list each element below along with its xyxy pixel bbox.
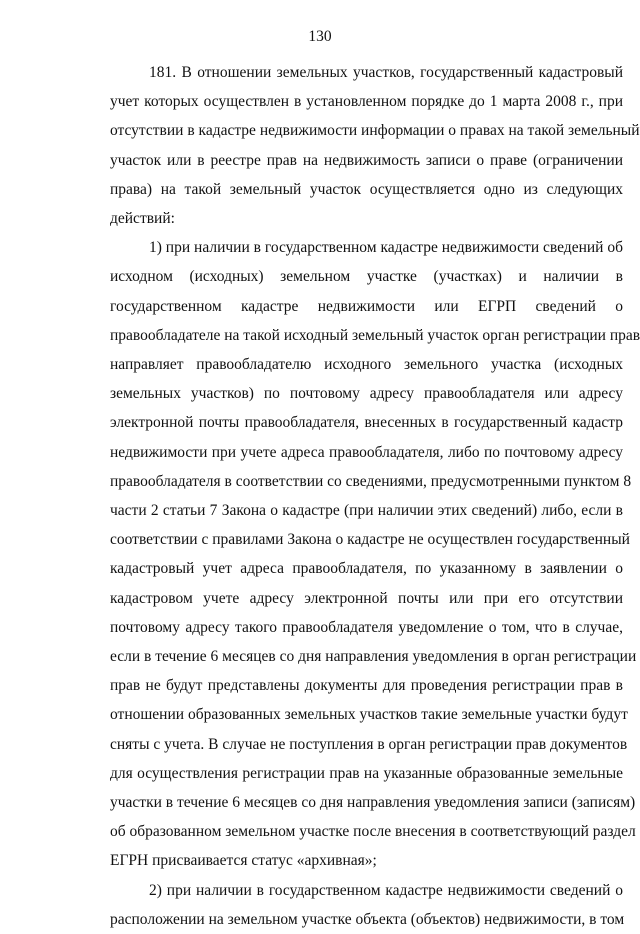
item-2-line: расположении на земельном участке объекта (объектов) недвижимости, в том	[110, 910, 625, 928]
item-1-line: кадастровый учет адреса правообладателя, по указанному в заявлении о	[110, 560, 623, 578]
item-1-line: электронной почты правообладателя, внесенных в государственный кадастр	[110, 414, 623, 432]
item-1-line: государственном кадастре недвижимости или ЕГРП сведений о	[110, 297, 623, 315]
item-1-line: ЕГРН присваивается статус «архивная»;	[110, 852, 377, 870]
item-1-line: отношении образованных земельных участков такие земельные участки будут	[110, 706, 628, 724]
paragraph-181-line: участок или в реестре прав на недвижимость записи о праве (ограничении	[110, 151, 623, 169]
page-number: 130	[308, 28, 332, 45]
item-1-line: об образованном земельном участке после внесения в соответствующий раздел	[110, 823, 636, 841]
item-1-line: правообладателе на такой исходный земельный участок орган регистрации прав	[110, 326, 640, 344]
paragraph-181-line: права) на такой земельный участок осуществляется одно из следующих	[110, 180, 623, 198]
paragraph-181-line: действий:	[110, 210, 175, 228]
item-2-line: 2) при наличии в государственном кадастре недвижимости сведений о	[149, 881, 623, 899]
item-1-line: части 2 статьи 7 Закона о кадастре (при наличии этих сведений) либо, если в	[110, 502, 623, 520]
item-1-line: кадастровом учете адресу электронной почты или при его отсутствии	[110, 589, 623, 607]
item-1-line: для осуществления регистрации прав на указанные образованные земельные	[110, 764, 623, 782]
item-1-line: почтовому адресу такого правообладателя уведомление о том, что в случае,	[110, 618, 623, 636]
item-1-line: если в течение 6 месяцев со дня направления уведомления в орган регистрации	[110, 648, 637, 666]
item-1-line: недвижимости при учете адреса правообладателя, либо по почтовому адресу	[110, 443, 623, 461]
paragraph-181-line: отсутствии в кадастре недвижимости информации о правах на такой земельный	[110, 122, 640, 140]
paragraph-181-line: учет которых осуществлен в установленном порядке до 1 марта 2008 г., при	[110, 93, 623, 111]
item-1-line: сняты с учета. В случае не поступления в орган регистрации прав документов	[110, 735, 628, 753]
item-1-line: исходном (исходных) земельном участке (участках) и наличии в	[110, 268, 623, 286]
item-1-line: земельных участков) по почтовому адресу правообладателя или адресу	[110, 385, 623, 403]
paragraph-181-line: 181. В отношении земельных участков, государственный кадастровый	[149, 64, 623, 81]
item-1-line: 1) при наличии в государственном кадастре недвижимости сведений об	[149, 239, 623, 257]
item-1-line: направляет правообладателю исходного земельного участка (исходных	[110, 356, 623, 374]
item-1-line: соответствии с правилами Закона о кадастре не осуществлен государственный	[110, 531, 630, 549]
body-text	[110, 58, 640, 934]
item-1-line: участки в течение 6 месяцев со дня направления уведомления записи (записям)	[110, 794, 636, 812]
item-1-line: прав не будут представлены документы для проведения регистрации прав в	[110, 677, 623, 695]
item-1-line: правообладателя в соответствии со сведениями, предусмотренными пунктом 8	[110, 472, 632, 490]
